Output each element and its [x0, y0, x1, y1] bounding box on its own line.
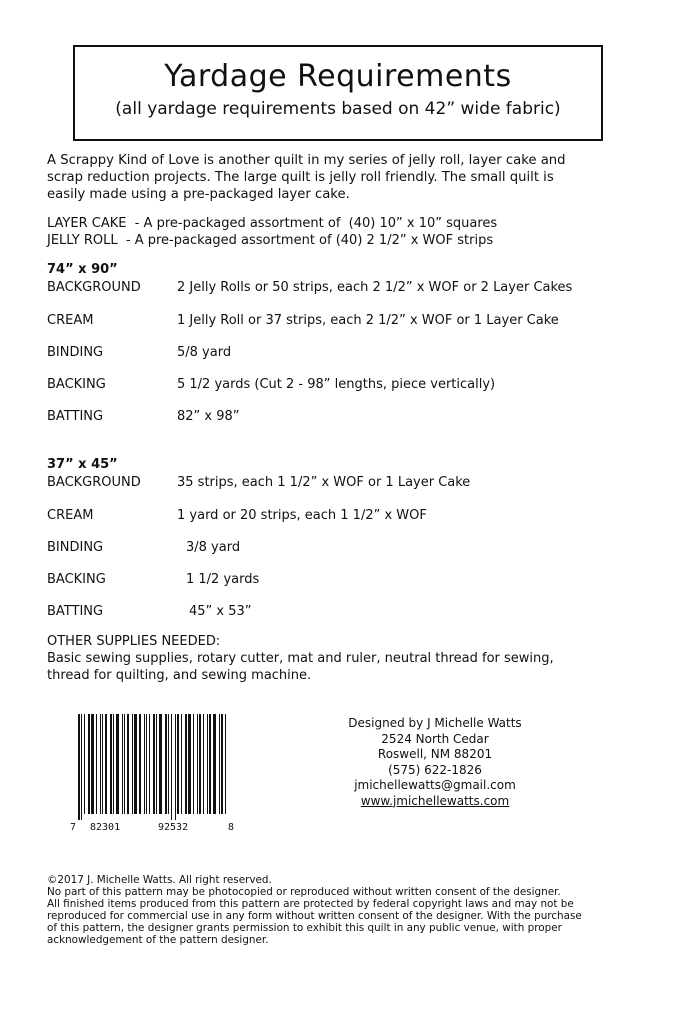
barcode-bar — [91, 714, 94, 814]
barcode-bar — [122, 714, 123, 814]
barcode-digit-group: 8 — [228, 822, 235, 833]
row-label: BATTING — [47, 409, 104, 424]
barcode-bar — [213, 714, 216, 814]
row-value: 1 Jelly Roll or 37 strips, each 2 1/2” x WOF or 1 Layer Cake — [177, 313, 559, 328]
large-backing-row — [47, 376, 495, 393]
barcode-bar — [81, 714, 82, 820]
intro-line: easily made using a pre-packaged layer cake. — [47, 187, 350, 202]
row-label: BINDING — [47, 345, 104, 360]
barcode-bar — [175, 714, 176, 820]
barcode-digit-group: 92532 — [158, 822, 189, 833]
copyright-line: ©2017 J. Michelle Watts. All right reserved. — [47, 874, 272, 886]
barcode-bar — [188, 714, 191, 814]
intro-line: scrap reduction projects. The large quilt is jelly roll friendly. The small quilt is — [47, 170, 554, 185]
row-label: BATTING — [47, 604, 104, 619]
definitions — [47, 215, 497, 249]
large-cream-row — [47, 312, 559, 329]
row-label: BINDING — [47, 540, 104, 555]
intro-line: A Scrappy Kind of Love is another quilt in my series of jelly roll, layer cake and — [47, 153, 566, 168]
copyright-notice — [47, 874, 657, 946]
row-value: 1 1/2 yards — [186, 572, 260, 587]
large-background-row — [47, 279, 572, 296]
supplies-heading: OTHER SUPPLIES NEEDED: — [47, 634, 221, 649]
row-value: 3/8 yard — [186, 540, 241, 555]
barcode-bar — [153, 714, 155, 814]
barcode-bar — [193, 714, 194, 814]
barcode-bar — [105, 714, 107, 814]
small-backing-row — [47, 571, 259, 588]
layer-cake-definition: LAYER CAKE - A pre-packaged assortment of (40) 10” x 10” squares — [47, 216, 498, 231]
copyright-line: acknowledgement of the pattern designer. — [47, 934, 269, 946]
barcode-digit-group: 7 — [70, 822, 77, 833]
row-label: CREAM — [47, 313, 94, 328]
barcode-bars — [78, 714, 232, 820]
large-batting-row — [47, 408, 240, 425]
page-subtitle: (all yardage requirements based on 42” wide fabric) — [115, 99, 561, 119]
row-label: BACKING — [47, 572, 106, 587]
row-label: BACKGROUND — [47, 475, 141, 490]
large-quilt-size: 74” x 90” — [47, 262, 118, 277]
barcode-bar — [100, 714, 101, 814]
barcode-bar — [199, 714, 201, 814]
row-value: 35 strips, each 1 1/2” x WOF or 1 Layer Cake — [177, 475, 471, 490]
title-box — [73, 45, 603, 141]
barcode-bar — [209, 714, 211, 814]
barcode-bar — [185, 714, 187, 814]
supplies-line: thread for quilting, and sewing machine. — [47, 668, 312, 683]
barcode-bar — [146, 714, 147, 814]
small-batting-row — [47, 603, 252, 620]
barcode-bar — [84, 714, 85, 814]
barcode-bar — [149, 714, 150, 814]
barcode-bar — [110, 714, 112, 814]
barcode-bar — [127, 714, 129, 814]
barcode-digit-group: 82301 — [90, 822, 121, 833]
row-value: 2 Jelly Rolls or 50 strips, each 2 1/2” x WOF or 2 Layer Cakes — [177, 280, 573, 295]
designer-phone: (575) 622-1826 — [388, 762, 482, 777]
supplies-line: Basic sewing supplies, rotary cutter, mat and ruler, neutral thread for sewing, — [47, 651, 554, 666]
barcode-bar — [88, 714, 90, 814]
barcode-bar — [219, 714, 220, 814]
barcode — [70, 714, 232, 822]
intro-paragraph — [47, 152, 647, 203]
designer-website-link[interactable]: www.jmichellewatts.com — [360, 793, 510, 808]
barcode-bar — [144, 714, 145, 814]
barcode-bar — [203, 714, 204, 814]
row-value: 82” x 98” — [177, 409, 240, 424]
barcode-bar — [102, 714, 103, 814]
designer-email[interactable]: jmichellewatts@gmail.com — [354, 778, 516, 792]
barcode-bar — [221, 714, 223, 814]
barcode-bar — [139, 714, 141, 814]
row-label: BACKING — [47, 377, 106, 392]
row-value: 5/8 yard — [177, 345, 232, 360]
barcode-bar — [134, 714, 137, 814]
copyright-line: of this pattern, the designer grants permission to exhibit this quilt in any public venue, with proper — [47, 922, 562, 934]
copyright-line: reproduced for commercial use in any form without written consent of the designer. With the purchase — [47, 910, 582, 922]
barcode-bar — [197, 714, 198, 814]
row-value: 5 1/2 yards (Cut 2 - 98” lengths, piece vertically) — [177, 377, 496, 392]
jelly-roll-definition: JELLY ROLL - A pre-packaged assortment of (40) 2 1/2” x WOF strips — [47, 233, 494, 248]
copyright-line: All finished items produced from this pattern are protected by federal copyright laws and may not be — [47, 898, 574, 910]
barcode-bar — [181, 714, 182, 814]
row-value: 45” x 53” — [189, 604, 252, 619]
small-background-row — [47, 474, 470, 491]
barcode-bar — [165, 714, 167, 814]
row-label: BACKGROUND — [47, 280, 141, 295]
small-binding-row — [47, 539, 240, 556]
barcode-bar — [159, 714, 162, 814]
designer-name: Designed by J Michelle Watts — [348, 716, 522, 730]
barcode-bar — [171, 714, 172, 820]
row-label: CREAM — [47, 508, 94, 523]
designer-street: 2524 North Cedar — [381, 731, 489, 746]
barcode-digits — [70, 822, 234, 833]
barcode-bar — [168, 714, 169, 814]
small-quilt-size: 37” x 45” — [47, 457, 118, 472]
supplies-section — [47, 633, 657, 684]
barcode-bar — [113, 714, 114, 814]
barcode-bar — [225, 714, 226, 814]
barcode-bar — [116, 714, 119, 814]
row-value: 1 yard or 20 strips, each 1 1/2” x WOF — [177, 508, 427, 523]
barcode-bar — [132, 714, 133, 814]
barcode-bar — [177, 714, 179, 814]
barcode-bar — [124, 714, 125, 814]
copyright-line: No part of this pattern may be photocopied or reproduced without written consent of the designer. — [47, 886, 561, 898]
small-cream-row — [47, 507, 427, 524]
barcode-bar — [96, 714, 97, 814]
barcode-bar — [207, 714, 208, 814]
large-binding-row — [47, 344, 231, 361]
barcode-bar — [78, 714, 80, 820]
barcode-bar — [156, 714, 157, 814]
page-title: Yardage Requirements — [164, 59, 512, 94]
designer-city: Roswell, NM 88201 — [377, 747, 493, 761]
designer-contact — [300, 716, 570, 809]
